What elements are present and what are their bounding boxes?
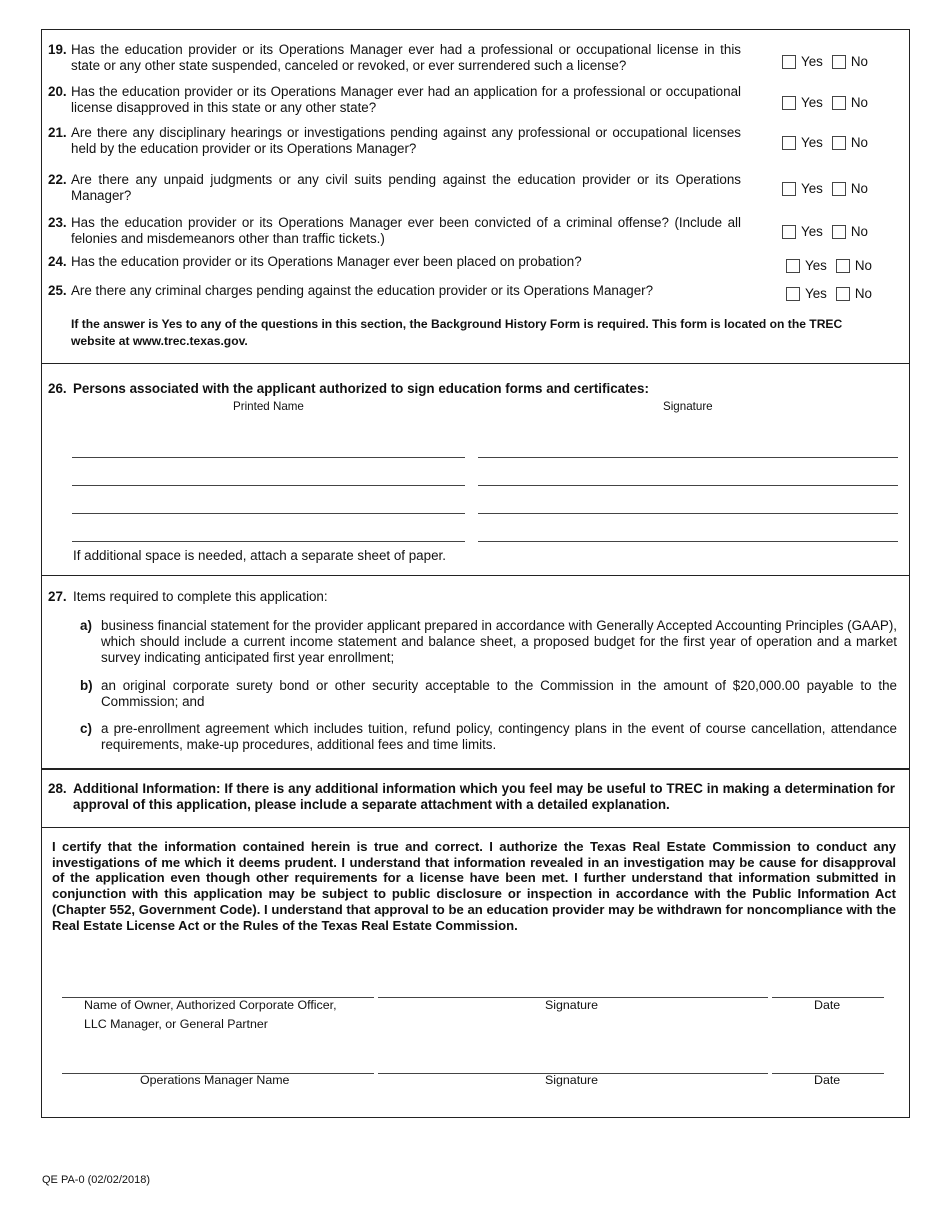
ops-manager-signature-label: Signature bbox=[545, 1073, 599, 1087]
signature-line-3[interactable] bbox=[478, 513, 898, 514]
ops-manager-date-label: Date bbox=[814, 1073, 841, 1087]
owner-date-label: Date bbox=[814, 998, 841, 1012]
question-22 bbox=[48, 172, 748, 206]
question-22-answer bbox=[782, 181, 877, 197]
question-19 bbox=[48, 42, 748, 76]
no-checkbox[interactable] bbox=[832, 96, 846, 110]
yes-checkbox[interactable] bbox=[786, 259, 800, 273]
question-28 bbox=[48, 781, 898, 815]
question-text: Has the education provider or its Operations Manager ever had an application for a professional or occupational license disapproved in this state or any other state? bbox=[71, 84, 741, 115]
question-20-answer bbox=[782, 95, 877, 111]
owner-name-label-line1: Name of Owner, Authorized Corporate Officer, bbox=[84, 998, 337, 1012]
no-checkbox[interactable] bbox=[832, 182, 846, 196]
question-24-answer bbox=[786, 258, 881, 274]
item-a bbox=[80, 618, 898, 668]
signature-line-2[interactable] bbox=[478, 485, 898, 486]
certification-statement: I certify that the information contained herein is true and correct. I authorize the Texas Real Estate Commission to conduct any investigations of me which it deems prudent. I understand that information revealed in an investigation may be cause for disapproval of the application even though other requirements for a license have been met. I further understand that information submitted in conjunction with this application may be subject to public disclosure or inspection in accordance with the Public Information Act (Chapter 552, Government Code). I understand that approval to be an education provider may be withdrawn for noncompliance with the Real Estate License Act or the Rules of the Texas Real Estate Commission. bbox=[52, 839, 896, 933]
no-label: No bbox=[850, 224, 868, 239]
question-24 bbox=[48, 254, 748, 271]
yes-label: Yes bbox=[801, 54, 823, 69]
signature-line-1[interactable] bbox=[478, 457, 898, 458]
yes-checkbox[interactable] bbox=[782, 136, 796, 150]
question-number: 21. bbox=[48, 125, 67, 140]
question-text: Items required to complete this application: bbox=[73, 589, 328, 604]
background-history-note: If the answer is Yes to any of the questions in this section, the Background History Form is required. This form is located on the TREC website at www.trec.texas.gov. bbox=[71, 317, 843, 348]
signature-header: Signature bbox=[663, 400, 713, 413]
question-number: 19. bbox=[48, 42, 67, 57]
question-21-answer bbox=[782, 135, 877, 151]
item-letter: a) bbox=[80, 618, 92, 633]
question-number: 20. bbox=[48, 84, 67, 99]
question-text: Are there any unpaid judgments or any civil suits pending against the education provider or its Operations Manager? bbox=[71, 172, 741, 203]
yes-checkbox[interactable] bbox=[782, 55, 796, 69]
section-divider bbox=[42, 575, 909, 576]
no-label: No bbox=[854, 286, 872, 301]
item-letter: b) bbox=[80, 678, 93, 693]
question-26 bbox=[48, 381, 878, 398]
yes-label: Yes bbox=[801, 135, 823, 150]
question-23-answer bbox=[782, 224, 877, 240]
no-checkbox[interactable] bbox=[836, 259, 850, 273]
no-label: No bbox=[850, 135, 868, 150]
no-label: No bbox=[854, 258, 872, 273]
question-19-answer bbox=[782, 54, 877, 70]
question-text: Additional Information: If there is any additional information which you feel may be useful to TREC in making a determination for approval of this application, please include a separate attachment with a detailed explanation. bbox=[73, 781, 895, 812]
yes-checkbox[interactable] bbox=[782, 225, 796, 239]
question-25 bbox=[48, 283, 748, 300]
yes-label: Yes bbox=[801, 95, 823, 110]
yes-label: Yes bbox=[805, 286, 827, 301]
section-divider bbox=[42, 363, 909, 364]
item-letter: c) bbox=[80, 721, 92, 736]
ops-manager-name-label: Operations Manager Name bbox=[140, 1073, 290, 1087]
yes-checkbox[interactable] bbox=[782, 96, 796, 110]
no-label: No bbox=[850, 54, 868, 69]
owner-signature-label: Signature bbox=[545, 998, 599, 1012]
question-text: Are there any disciplinary hearings or investigations pending against any professional or occupational licenses held by the education provider or its Operations Manager? bbox=[71, 125, 741, 156]
yes-checkbox[interactable] bbox=[782, 182, 796, 196]
question-25-answer bbox=[786, 286, 881, 302]
printed-name-line-2[interactable] bbox=[72, 485, 465, 486]
signature-line-4[interactable] bbox=[478, 541, 898, 542]
additional-space-text: If additional space is needed, attach a separate sheet of paper. bbox=[73, 548, 446, 563]
no-label: No bbox=[850, 181, 868, 196]
question-number: 26. bbox=[48, 381, 67, 396]
question-27 bbox=[48, 589, 878, 606]
yes-label: Yes bbox=[801, 181, 823, 196]
owner-name-label bbox=[84, 996, 337, 1034]
section-divider bbox=[42, 827, 909, 828]
additional-space-note bbox=[73, 548, 673, 565]
question-number: 22. bbox=[48, 172, 67, 187]
printed-name-line-4[interactable] bbox=[72, 541, 465, 542]
application-form bbox=[41, 29, 910, 1118]
yes-checkbox[interactable] bbox=[786, 287, 800, 301]
no-checkbox[interactable] bbox=[832, 136, 846, 150]
item-text: business financial statement for the provider applicant prepared in accordance with Generally Accepted Accounting Principles (GAAP), which should include a current income statement and balance sheet, a proposed budget for the first year of operation and a market survey indicating anticipated first year enrollment; bbox=[101, 618, 897, 665]
question-number: 27. bbox=[48, 589, 67, 604]
form-footer-code: QE PA-0 (02/02/2018) bbox=[42, 1174, 151, 1186]
item-text: a pre-enrollment agreement which includes tuition, refund policy, contingency plans in the event of course cancellation, attendance requirements, make-up procedures, additional fees and time limits. bbox=[101, 721, 897, 752]
no-label: No bbox=[850, 95, 868, 110]
question-text: Has the education provider or its Operations Manager ever had a professional or occupational license in this state or any other state suspended, canceled or revoked, or ever surrendered such a license? bbox=[71, 42, 741, 73]
question-number: 25. bbox=[48, 283, 67, 298]
question-text: Has the education provider or its Operations Manager ever been placed on probation? bbox=[71, 254, 582, 269]
printed-name-line-3[interactable] bbox=[72, 513, 465, 514]
section-divider bbox=[42, 768, 909, 770]
question-number: 23. bbox=[48, 215, 67, 230]
item-c bbox=[80, 721, 898, 755]
no-checkbox[interactable] bbox=[836, 287, 850, 301]
question-20 bbox=[48, 84, 748, 118]
question-text: Are there any criminal charges pending against the education provider or its Operations Manager? bbox=[71, 283, 654, 298]
printed-name-line-1[interactable] bbox=[72, 457, 465, 458]
question-text: Persons associated with the applicant authorized to sign education forms and certificates: bbox=[73, 381, 649, 396]
question-23 bbox=[48, 215, 748, 249]
no-checkbox[interactable] bbox=[832, 55, 846, 69]
item-b bbox=[80, 678, 898, 712]
question-text: Has the education provider or its Operations Manager ever been convicted of a criminal offense? (Include all felonies and misdemeanors other than traffic tickets.) bbox=[71, 215, 741, 246]
printed-name-header: Printed Name bbox=[233, 400, 304, 413]
question-number: 24. bbox=[48, 254, 67, 269]
question-number: 28. bbox=[48, 781, 67, 796]
item-text: an original corporate surety bond or other security acceptable to the Commission in the amount of $20,000.00 payable to the Commission; and bbox=[101, 678, 897, 709]
no-checkbox[interactable] bbox=[832, 225, 846, 239]
question-21 bbox=[48, 125, 748, 159]
owner-name-label-line2: LLC Manager, or General Partner bbox=[84, 1017, 268, 1031]
yes-label: Yes bbox=[801, 224, 823, 239]
yes-label: Yes bbox=[805, 258, 827, 273]
